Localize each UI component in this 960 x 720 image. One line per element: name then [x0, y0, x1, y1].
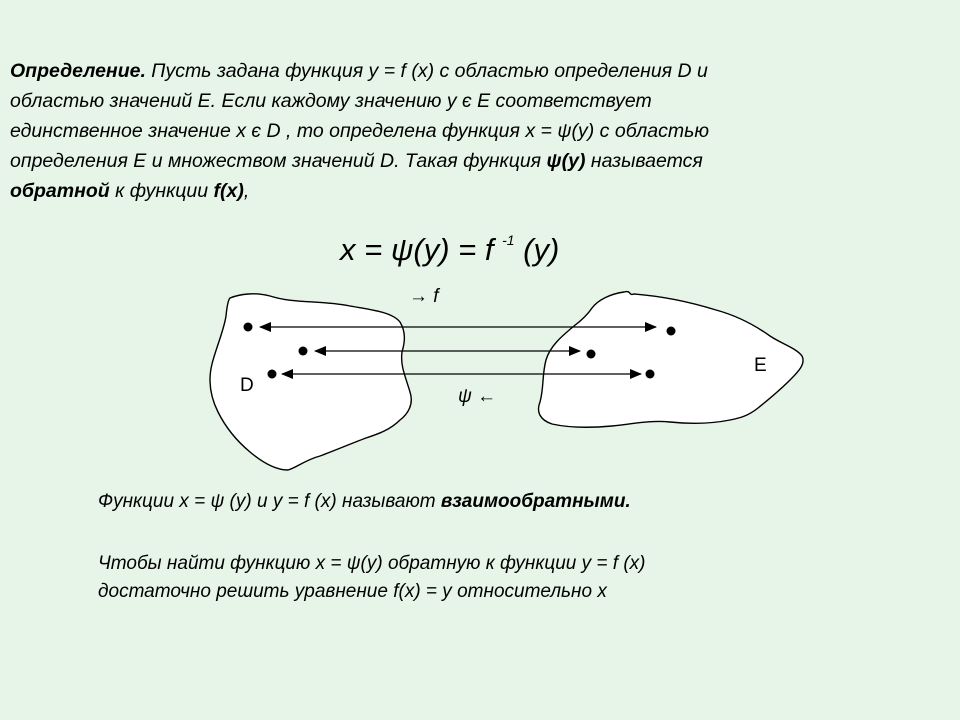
mutual-inverse-term: взаимообратными. — [440, 491, 631, 512]
definition-term: Определение. — [10, 60, 146, 82]
definition-line-1: Определение. Пусть задана функция y = f (x) с областью определения D и — [10, 60, 708, 82]
point-d-1 — [244, 323, 253, 332]
point-d-2 — [299, 347, 308, 356]
psi-function-bold: ψ(y) — [546, 150, 586, 172]
inverse-map-label: ψ ← — [458, 386, 497, 407]
inverse-term: обратной — [10, 180, 110, 202]
set-e-label: E — [754, 355, 767, 376]
inverse-function-formula: x = ψ(y) = f $^{-1}$ (y) — [340, 232, 560, 267]
mutual-inverse-paragraph: Функции x = ψ (y) и y = f (x) называют взаимообратными. — [98, 491, 631, 512]
forward-map-label: → f — [409, 286, 439, 307]
definition-line-5: обратной к функции f(x), — [10, 180, 250, 202]
f-function-bold: f(x) — [213, 180, 244, 202]
method-line-1: Чтобы найти функцию x = ψ(y) обратную к функции y = f (x) — [98, 553, 646, 574]
definition-line-3: единственное значение x є D , то определена функция x = ψ(y) с областью — [10, 120, 709, 142]
definition-line-4: определения E и множеством значений D. Такая функция ψ(y) называется — [10, 150, 703, 172]
method-line-2: достаточно решить уравнение f(x) = y относительно x — [98, 581, 607, 602]
point-e-1 — [667, 327, 676, 336]
formula-exponent: -1 — [502, 232, 515, 248]
method-paragraph — [98, 550, 645, 606]
set-d-label: D — [240, 375, 254, 396]
point-e-2 — [587, 350, 596, 359]
point-e-3 — [646, 370, 655, 379]
point-d-3 — [268, 370, 277, 379]
definition-line-2: областью значений E. Если каждому значению y є E соответствует — [10, 90, 652, 112]
